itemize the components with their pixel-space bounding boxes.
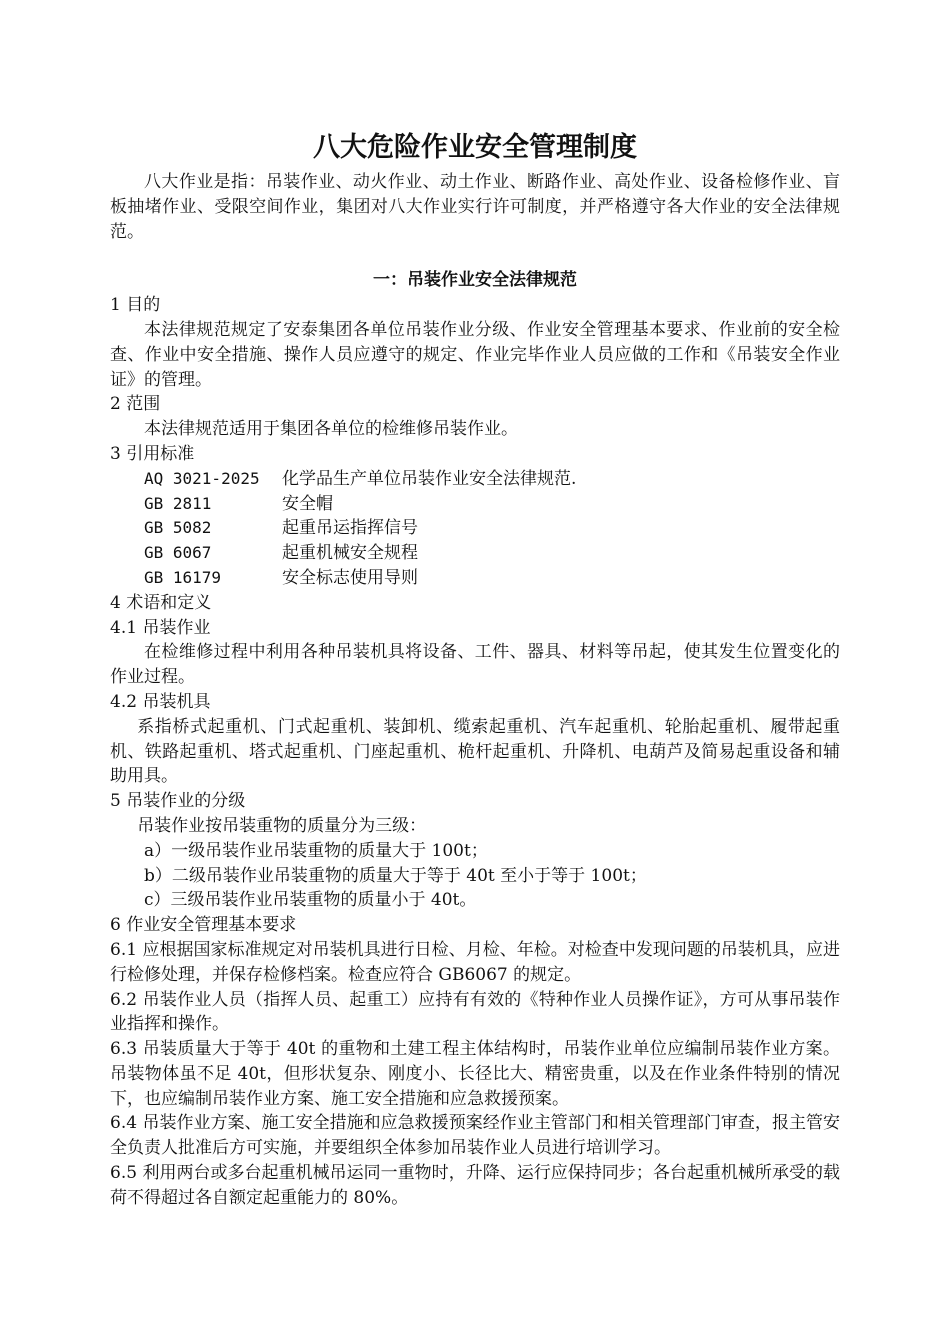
requirement-paragraph: 6.2 吊装作业人员（指挥人员、起重工）应持有有效的《特种作业人员操作证》，方可从事吊装作业指挥和操作。 (110, 989, 840, 1035)
heading-classification: 5 吊装作业的分级 (110, 791, 246, 812)
heading-scope: 2 范围 (110, 394, 161, 415)
standard-row (110, 566, 840, 591)
standard-row (110, 492, 840, 517)
standard-row (110, 516, 840, 541)
standard-code: GB 5082 (144, 518, 212, 538)
heading-terms: 4 术语和定义 (110, 592, 212, 613)
standard-row (110, 467, 840, 492)
lifting-equipment-paragraph: 系指桥式起重机、门式起重机、装卸机、缆索起重机、汽车起重机、轮胎起重机、履带起重机、铁路起重机、塔式起重机、门座起重机、桅杆起重机、升降机、电葫芦及简易起重设备和辅助用具。 (110, 716, 840, 787)
intro-paragraph: 八大作业是指：吊装作业、动火作业、动土作业、断路作业、高处作业、设备检修作业、盲板抽堵作业、受限空间作业，集团对八大作业实行许可制度，并严格遵守各大作业的安全法律规范。 (110, 172, 840, 242)
standard-code: AQ 3021-2025 (144, 468, 260, 488)
standard-code: GB 6067 (144, 543, 212, 563)
heading-purpose: 1 目的 (110, 295, 161, 316)
list-item: c）三级吊装作业吊装重物的质量小于 40t。 (144, 890, 477, 911)
requirement-paragraph: 6.4 吊装作业方案、施工安全措施和应急救援预案经作业主管部门和相关管理部门审查，报主管安全负责人批准后方可实施，并要组织全体参加吊装作业人员进行培训学习。 (110, 1113, 840, 1159)
standard-name: 安全帽 (282, 493, 333, 514)
standard-name: 起重吊运指挥信号 (282, 518, 418, 539)
standard-row (110, 541, 840, 566)
purpose-paragraph: 本法律规范规定了安泰集团各单位吊装作业分级、作业安全管理基本要求、作业前的安全检查、作业中安全措施、操作人员应遵守的规定、作业完毕作业人员应做的工作和《吊装安全作业证》的管理。 (110, 319, 840, 390)
heading-lifting-operation: 4.1 吊装作业 (110, 617, 211, 638)
standard-name: 安全标志使用导则 (282, 567, 418, 588)
scope-paragraph: 本法律规范适用于集团各单位的检维修吊装作业。 (144, 419, 518, 440)
section-title: 一：吊装作业安全法律规范 (373, 270, 577, 291)
heading-references: 3 引用标准 (110, 443, 195, 464)
requirement-paragraph: 6.1 应根据国家标准规定对吊装机具进行日检、月检、年检。对检查中发现问题的吊装机具，应进行检修处理，并保存检修档案。检查应符合 GB6067 的规定。 (110, 939, 840, 985)
standard-code: GB 16179 (144, 567, 222, 587)
requirement-paragraph: 6.5 利用两台或多台起重机械吊运同一重物时，升降、运行应保持同步；各台起重机械所承受的载荷不得超过各自额定起重能力的 80%。 (110, 1163, 840, 1208)
standard-name: 起重机械安全规程 (282, 543, 418, 564)
document-title: 八大危险作业安全管理制度 (313, 132, 637, 163)
heading-requirements: 6 作业安全管理基本要求 (110, 915, 297, 936)
classification-paragraph: 吊装作业按吊装重物的质量分为三级： (137, 815, 427, 836)
heading-lifting-equipment: 4.2 吊装机具 (110, 691, 211, 712)
standard-code: GB 2811 (144, 493, 212, 513)
list-item: a）一级吊装作业吊装重物的质量大于 100t； (144, 840, 488, 861)
standards-list (110, 467, 840, 591)
list-item: b）二级吊装作业吊装重物的质量大于等于 40t 至小于等于 100t； (144, 865, 647, 886)
lifting-operation-paragraph: 在检维修过程中利用各种吊装机具将设备、工件、器具、材料等吊起，使其发生位置变化的作业过程。 (110, 642, 840, 688)
document-body (110, 128, 840, 1211)
requirement-paragraph: 6.3 吊装质量大于等于 40t 的重物和土建工程主体结构时，吊装作业单位应编制吊装作业方案。吊装物体虽不足 40t，但形状复杂、刚度小、长径比大、精密贵重，以及在作业条件特别的情况下，也应编制吊装作业方案、施工安全措施和应急救援预案。 (110, 1039, 840, 1109)
classification-list (110, 839, 840, 913)
standard-name: 化学品生产单位吊装作业安全法律规范. (282, 468, 577, 489)
